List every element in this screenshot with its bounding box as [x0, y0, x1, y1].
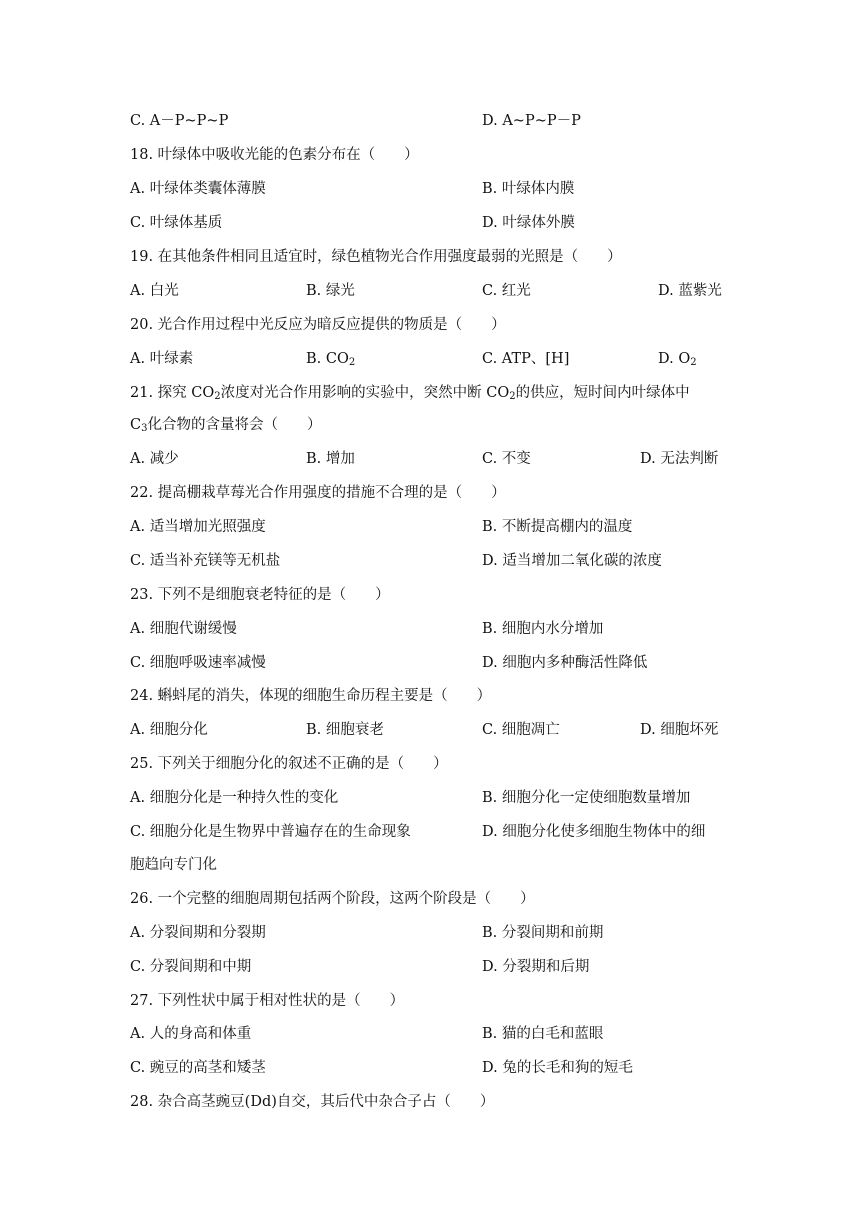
option-a: A. 叶绿体类囊体薄膜	[130, 181, 266, 197]
options-q21	[0, 447, 860, 471]
option-d: D. 蓝紫光	[658, 283, 722, 299]
question-21-line-2	[0, 413, 860, 437]
options-q18-cd	[0, 211, 860, 235]
question-22	[0, 481, 860, 505]
option-a: A. 叶绿素	[130, 351, 194, 367]
question-text: 20. 光合作用过程中光反应为暗反应提供的物质是（ ）	[130, 317, 506, 333]
option-c: C. 红光	[482, 283, 531, 299]
option-d: D. 兔的长毛和狗的短毛	[482, 1060, 633, 1076]
option-d: D. A~P~P－P	[482, 113, 581, 129]
question-text: 18. 叶绿体中吸收光能的色素分布在（ ）	[130, 147, 419, 163]
option-d-text-wrap: 胞趋向专门化	[130, 857, 217, 873]
option-c: C. ATP、[H]	[482, 351, 570, 367]
question-text: 22. 提高棚栽草莓光合作用强度的措施不合理的是（ ）	[130, 485, 506, 501]
question-19	[0, 245, 860, 269]
option-c: C. 细胞凋亡	[482, 722, 560, 738]
question-18	[0, 143, 860, 167]
options-q23-cd	[0, 651, 860, 675]
option-a: A. 细胞分化是一种持久性的变化	[130, 790, 339, 806]
options-q22-ab	[0, 515, 860, 539]
options-q25-cd	[0, 820, 860, 844]
option-c: C. 叶绿体基质	[130, 215, 223, 231]
option-c: C. A－P~P~P	[130, 113, 229, 129]
option-a: A. 人的身高和体重	[130, 1026, 252, 1042]
option-b: B. 增加	[306, 451, 355, 467]
options-q18-ab	[0, 177, 860, 201]
option-d-continuation	[0, 853, 860, 877]
option-b: B. $CO_2$	[306, 351, 356, 368]
question-text: 26. 一个完整的细胞周期包括两个阶段，这两个阶段是（ ）	[130, 891, 535, 907]
options-q19	[0, 279, 860, 303]
option-c: C. 分裂间期和中期	[130, 959, 252, 975]
option-c: C. 细胞呼吸速率减慢	[130, 655, 266, 671]
options-q26-cd	[0, 955, 860, 979]
question-text: 24. 蝌蚪尾的消失，体现的细胞生命历程主要是（ ）	[130, 688, 492, 704]
options-q27-cd	[0, 1056, 860, 1080]
option-c: C. 豌豆的高茎和矮茎	[130, 1060, 266, 1076]
option-a: A. 细胞分化	[130, 722, 208, 738]
question-23	[0, 583, 860, 607]
options-q25-ab	[0, 786, 860, 810]
question-text: 21. 探究 $CO_2$浓度对光合作用影响的实验中，突然中断 $CO_2$的供应，短时间内叶绿体中	[130, 385, 690, 402]
question-text: 23. 下列不是细胞衰老特征的是（ ）	[130, 587, 390, 603]
question-text: 19. 在其他条件相同且适宜时，绿色植物光合作用强度最弱的光照是（ ）	[130, 249, 622, 265]
option-b: B. 细胞分化一定使细胞数量增加	[482, 790, 691, 806]
options-q20	[0, 347, 860, 371]
option-d: D. 适当增加二氧化碳的浓度	[482, 553, 662, 569]
options-q27-ab	[0, 1022, 860, 1046]
question-27	[0, 989, 860, 1013]
question-28	[0, 1090, 860, 1114]
option-a: A. 细胞代谢缓慢	[130, 621, 237, 637]
question-text: 27. 下列性状中属于相对性状的是（ ）	[130, 993, 405, 1009]
option-b: B. 猫的白毛和蓝眼	[482, 1026, 604, 1042]
option-b: B. 不断提高棚内的温度	[482, 519, 633, 535]
option-c: C. 不变	[482, 451, 531, 467]
option-d: D. 细胞坏死	[640, 722, 719, 738]
option-d: D. 细胞分化使多细胞生物体中的细	[482, 824, 706, 840]
option-b: B. 细胞衰老	[306, 722, 384, 738]
question-24	[0, 684, 860, 708]
option-d: D. 无法判断	[640, 451, 719, 467]
question-20	[0, 313, 860, 337]
question-text: 25. 下列关于细胞分化的叙述不正确的是（ ）	[130, 756, 448, 772]
option-b: B. 分裂间期和前期	[482, 925, 604, 941]
option-b: B. 细胞内水分增加	[482, 621, 604, 637]
option-b: B. 叶绿体内膜	[482, 181, 575, 197]
option-d: D. 分裂期和后期	[482, 959, 590, 975]
options-q26-ab	[0, 921, 860, 945]
option-d: D. 细胞内多种酶活性降低	[482, 655, 648, 671]
option-a: A. 分裂间期和分裂期	[130, 925, 266, 941]
option-a: A. 减少	[130, 451, 179, 467]
options-q23-ab	[0, 617, 860, 641]
question-26	[0, 887, 860, 911]
question-text: 28. 杂合高茎豌豆(Dd)自交，其后代中杂合子占（ ）	[130, 1094, 495, 1110]
option-d: D. 叶绿体外膜	[482, 215, 575, 231]
question-21-line-1	[0, 381, 860, 405]
option-a: A. 适当增加光照强度	[130, 519, 266, 535]
question-25	[0, 752, 860, 776]
option-c: C. 细胞分化是生物界中普遍存在的生命现象	[130, 824, 411, 840]
options-q22-cd	[0, 549, 860, 573]
option-b: B. 绿光	[306, 283, 355, 299]
question-text: $C_3$化合物的含量将会（ ）	[130, 417, 322, 434]
options-q24	[0, 718, 860, 742]
options-q17-cd	[0, 109, 860, 133]
option-a: A. 白光	[130, 283, 179, 299]
option-d: D. $O_2$	[658, 351, 697, 368]
option-c: C. 适当补充镁等无机盐	[130, 553, 281, 569]
